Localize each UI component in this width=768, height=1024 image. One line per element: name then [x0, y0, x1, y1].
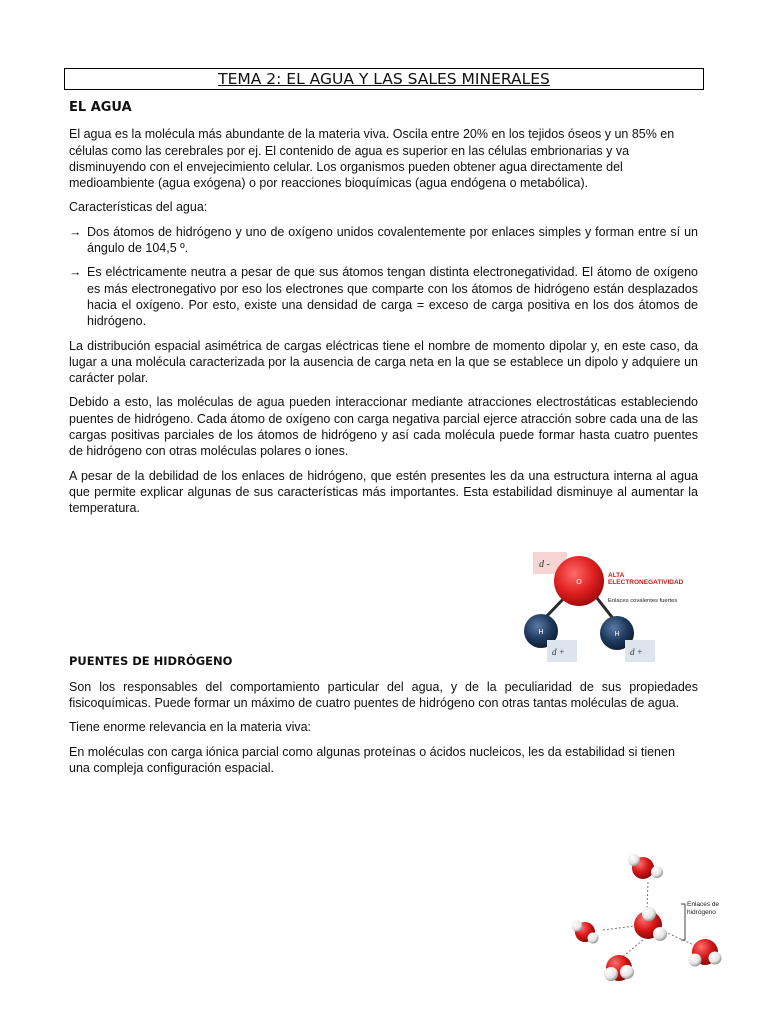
section-heading-agua: EL AGUA	[69, 100, 132, 115]
enlaces-covalentes-label: Enlaces covalentes fuertes	[608, 598, 678, 604]
alta-label: ALTA	[608, 572, 625, 579]
paragraph-dipolo: La distribución espacial asimétrica de cargas eléctricas tiene el nombre de momento dipolar y, en este caso, da lugar a una molécula caracterizada por la ausencia de carga neta en la que se establece un dipolo y adquiere un carácter polar.	[69, 338, 698, 386]
list-item	[69, 224, 698, 257]
delta-minus-label: d -	[539, 559, 550, 570]
water-molecule-center	[634, 907, 667, 941]
paragraph-moleculas: En moléculas con carga iónica parcial como algunas proteínas o ácidos nucleicos, les da estabilidad si tienen una compleja configuración espacial.	[69, 744, 675, 776]
delta-plus-right-label: d +	[630, 647, 643, 657]
water-molecule-right	[689, 939, 722, 967]
oxygen-atom-label: O	[576, 579, 582, 586]
delta-plus-left-label: d +	[552, 647, 565, 657]
paragraph-atracciones: Debido a esto, las moléculas de agua pueden interaccionar mediante atracciones electrostáticas estableciendo puentes de hidrógeno. Cada átomo de oxígeno con carga negativa parcial ejerce atracción sobre cada una de las cargas positivas parciales de los átomos de hidrógeno y así cada molécula puede formar hasta cuatro puentes de hidrógeno con otras moléculas polares o iones.	[69, 395, 698, 459]
hydrogen-bonds-diagram	[563, 846, 733, 986]
hydrogen-left-label: H	[538, 629, 544, 636]
water-molecule-figure	[507, 530, 703, 680]
water-molecule-top	[628, 854, 663, 879]
hydrogen-right-label: H	[614, 631, 620, 638]
label-bracket	[681, 904, 685, 940]
electronegatividad-label: ELECTRONEGATIVIDAD	[608, 579, 684, 586]
document-body	[69, 100, 698, 784]
paragraph-responsables: Son los responsables del comportamiento particular del agua, y de la peculiaridad de sus propiedades fisicoquímicas. Puede formar un máximo de cuatro puentes de hidrógeno con otras tantas moléculas de agua.	[69, 679, 698, 711]
section-heading-puentes: PUENTES DE HIDRÓGENO	[69, 653, 233, 668]
list-item	[69, 264, 698, 329]
arrow-icon: →	[69, 224, 82, 239]
arrow-icon: →	[69, 265, 82, 280]
hydrogen-bonds-figure	[563, 846, 733, 986]
list-item-text: Dos átomos de hidrógeno y uno de oxígeno unidos covalentemente por enlaces simples y forman entre sí un ángulo de 104,5 º.	[87, 224, 698, 256]
hidrogeno-label: hidrógeno	[687, 909, 716, 916]
list-item-text: Es eléctricamente neutra a pesar de que sus átomos tengan distinta electronegatividad. El átomo de oxígeno es más electronegativo por eso los electrones que comparte con los átomos de hidrógeno están desplazados hacia el oxígeno. Por esto, existe una densidad de carga = exceso de carga positiva en los dos átomos de hidrógeno.	[87, 265, 698, 329]
paragraph-relevancia: Tiene enorme relevancia en la materia viva:	[69, 720, 312, 735]
paragraph-intro: El agua es la molécula más abundante de la materia viva. Oscila entre 20% en los tejidos óseos y un 85% en células como las cerebrales por ej. El contenido de agua es superior en las células embrionarias y va disminuyendo con el envejecimiento celular. Los organismos pueden obtener agua directamente del medioambiente (agua exógena) o por reacciones bioquímicas (agua endógena o metabólica).	[69, 127, 675, 191]
caracteristicas-list	[69, 224, 698, 330]
water-molecule-left	[572, 921, 599, 944]
water-molecule-bottom	[604, 955, 634, 981]
page-title: TEMA 2: EL AGUA Y LAS SALES MINERALES	[64, 68, 704, 90]
paragraph-debilidad: A pesar de la debilidad de los enlaces de hidrógeno, que estén presentes les da una estructura interna al agua que permite explicar algunas de sus características más importantes. Esta estabilidad disminuye al aumentar la temperatura.	[69, 468, 698, 516]
water-molecule-diagram	[507, 530, 703, 680]
enlaces-de-label: Enlaces de	[687, 901, 720, 908]
caracteristicas-label: Características del agua:	[69, 200, 208, 215]
